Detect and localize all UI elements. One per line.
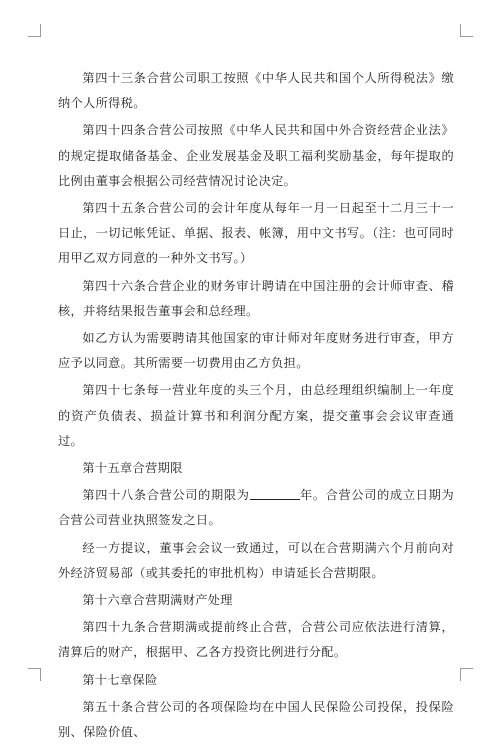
- crop-mark-bottom-right: [460, 668, 473, 681]
- article-48-after-blank: 年。合营公司的成立日期为合营公司营业执照签发之日。: [58, 488, 454, 528]
- article-47: 第四十七条每一营业年度的头三个月，由总经理组织编制上一年度的资产负债表、损益计算书和利润分配方案，提交董事会会议审查通过。: [58, 383, 454, 448]
- chapter-16-heading: 第十六章合营期满财产处理: [82, 593, 233, 608]
- article-46: 第四十六条合营企业的财务审计聘请在中国注册的会计师审查、稽核，并将结果报告董事会和总经理。: [58, 278, 454, 318]
- article-48-extension: 经一方提议，董事会会议一致通过，可以在合营期满六个月前向对外经济贸易部（或其委托的审批机构）申请延长合营期限。: [58, 540, 454, 580]
- crop-mark-bottom-left: [28, 668, 41, 681]
- article-43: 第四十三条合营公司职工按照《中华人民共和国个人所得税法》缴纳个人所得税。: [58, 71, 454, 111]
- article-44: 第四十四条合营公司按照《中华人民共和国中外合资经营企业法》的规定提取储备基金、企业发展基金及职工福利奖励基金，每年提取的比例由董事会根据公司经营情况讨论决定。: [58, 123, 454, 188]
- article-49: 第四十九条合营期满或提前终止合营，合营公司应依法进行清算，清算后的财产，根据甲、乙各方投资比例进行分配。: [58, 620, 454, 660]
- document-body: [58, 66, 454, 747]
- article-48-before-blank: 第四十八条合营公司的期限为: [82, 488, 250, 503]
- chapter-15-heading: 第十五章合营期限: [82, 461, 183, 476]
- article-48: [58, 483, 454, 533]
- term-blank-line: [250, 487, 300, 500]
- article-46-continued: 如乙方认为需要聘请其他国家的审计师对年度财务进行审查，甲方应予以同意。其所需要一切费用由乙方负担。: [58, 331, 454, 371]
- article-50: 第五十条合营公司的各项保险均在中国人民保险公司投保，投保险别、保险价值、: [58, 699, 454, 740]
- chapter-17-heading: 第十七章保险: [82, 672, 158, 687]
- crop-mark-top-left: [28, 24, 41, 37]
- article-45: 第四十五条合营公司的会计年度从每年一月一日起至十二月三十一日止，一切记帐凭证、单据、报表、帐簿，用中文书写。（注：也可同时用甲乙双方同意的一种外文书写。）: [58, 201, 454, 266]
- crop-mark-top-right: [460, 24, 473, 37]
